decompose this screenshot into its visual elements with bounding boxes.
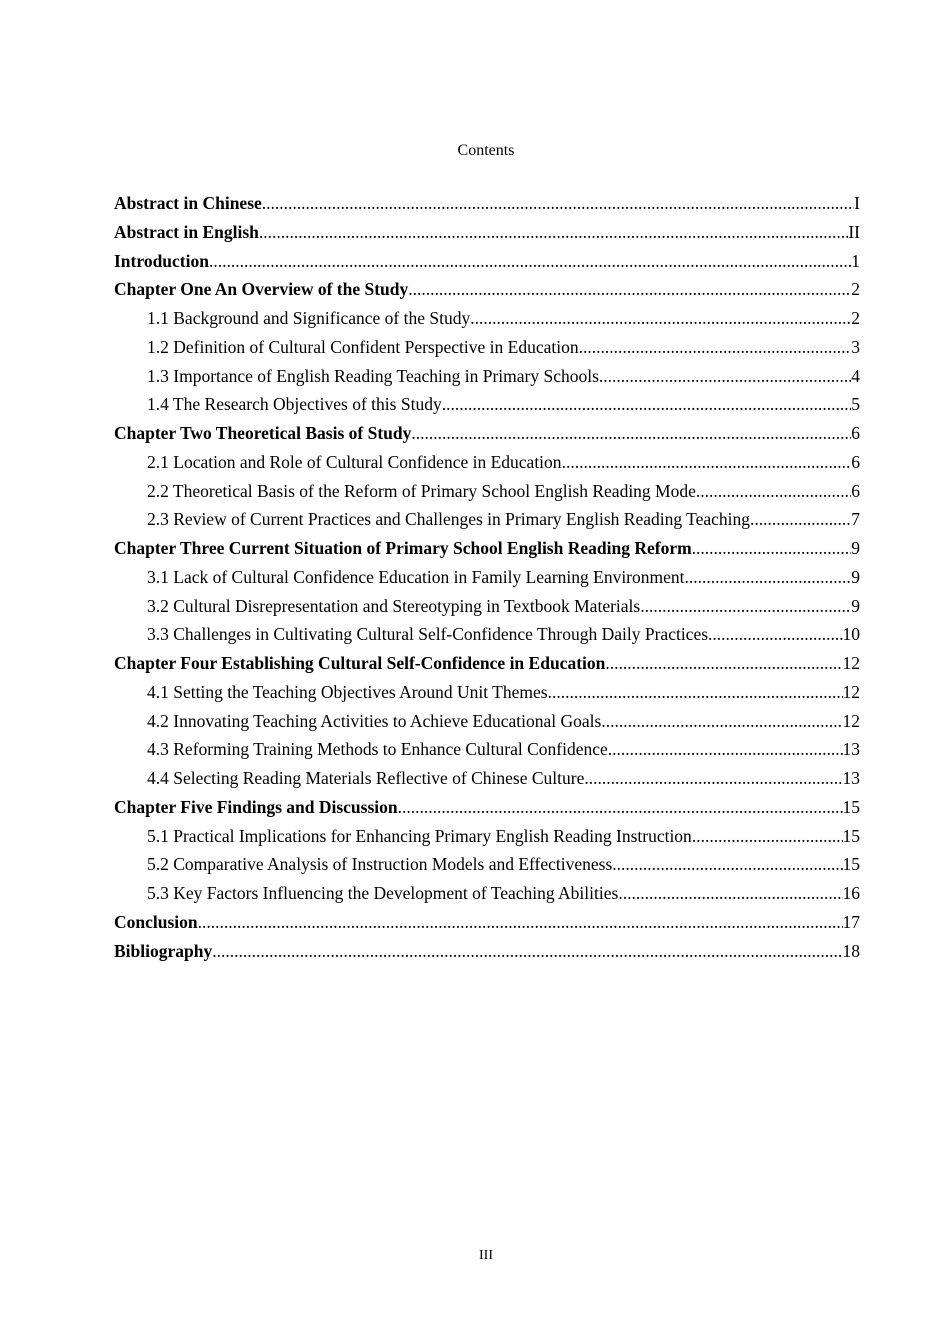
toc-dot-leader xyxy=(442,390,852,419)
toc-dot-leader xyxy=(692,534,852,563)
toc-entry-title: 5.1 Practical Implications for Enhancing Primary English Reading Instruction xyxy=(147,825,692,846)
toc-entry[interactable] xyxy=(114,189,860,218)
toc-entry-title: 4.2 Innovating Teaching Activities to Achieve Educational Goals xyxy=(147,710,602,731)
toc-dot-leader xyxy=(708,620,842,649)
toc-entry-page: 6 xyxy=(851,423,860,443)
toc-dot-leader xyxy=(262,189,854,218)
toc-entry-title: 4.1 Setting the Teaching Objectives Around Unit Themes xyxy=(147,681,548,702)
toc-entry[interactable] xyxy=(114,563,860,592)
toc-entry-title: Abstract in English xyxy=(114,221,259,242)
toc-dot-leader xyxy=(548,678,843,707)
toc-entry[interactable] xyxy=(114,735,860,764)
toc-entry-title: 2.1 Location and Role of Cultural Confidence in Education xyxy=(147,451,562,472)
toc-entry[interactable] xyxy=(114,505,860,534)
page-title: Contents xyxy=(457,142,515,159)
toc-entry-title: Chapter Four Establishing Cultural Self-Confidence in Education xyxy=(114,653,606,673)
toc-entry-title: 1.2 Definition of Cultural Confident Perspective in Education xyxy=(147,336,579,357)
toc-entry-page: 9 xyxy=(851,566,860,587)
table-of-contents xyxy=(114,189,860,965)
toc-entry-title: 3.1 Lack of Cultural Confidence Education in Family Learning Environment xyxy=(147,566,685,587)
toc-entry-page: 15 xyxy=(842,825,860,846)
toc-entry[interactable] xyxy=(114,850,860,879)
toc-entry-page: 2 xyxy=(851,308,860,328)
toc-entry-title: Chapter Three Current Situation of Primary School English Reading Reform xyxy=(114,538,692,558)
toc-dot-leader xyxy=(259,218,848,247)
toc-entry-page: 16 xyxy=(842,883,860,903)
toc-entry-title: 3.2 Cultural Disrepresentation and Stereotyping in Textbook Materials xyxy=(147,595,641,616)
toc-entry-title: Abstract in Chinese xyxy=(114,193,262,213)
toc-entry-page: 15 xyxy=(842,796,860,817)
toc-dot-leader xyxy=(398,793,843,822)
toc-dot-leader xyxy=(640,592,851,621)
toc-entry[interactable] xyxy=(114,793,860,822)
toc-entry-title: Bibliography xyxy=(114,940,213,961)
toc-entry[interactable] xyxy=(114,304,860,333)
toc-dot-leader xyxy=(605,649,842,678)
toc-dot-leader xyxy=(692,822,843,851)
toc-entry-page: I xyxy=(854,193,860,213)
toc-dot-leader xyxy=(584,764,842,793)
toc-entry-title: Chapter One An Overview of the Study xyxy=(114,279,409,300)
toc-dot-leader xyxy=(601,707,842,736)
toc-entry[interactable] xyxy=(114,908,860,937)
toc-dot-leader xyxy=(608,735,843,764)
toc-dot-leader xyxy=(696,477,851,506)
toc-dot-leader xyxy=(750,505,851,534)
toc-entry-page: 12 xyxy=(842,653,860,673)
toc-entry-title: Conclusion xyxy=(114,911,198,932)
toc-entry-title: 3.3 Challenges in Cultivating Cultural Self-Confidence Through Daily Practices xyxy=(147,624,709,645)
toc-entry-page: 17 xyxy=(842,911,860,932)
toc-entry-page: 5 xyxy=(851,394,860,415)
toc-dot-leader xyxy=(212,937,842,966)
toc-entry-page: 10 xyxy=(842,624,860,645)
toc-entry[interactable] xyxy=(114,275,860,304)
toc-entry-title: Chapter Two Theoretical Basis of Study xyxy=(114,423,412,443)
toc-entry-page: 7 xyxy=(851,509,860,530)
toc-entry[interactable] xyxy=(114,678,860,707)
toc-entry-title: 5.3 Key Factors Influencing the Development of Teaching Abilities xyxy=(147,883,619,903)
toc-dot-leader xyxy=(562,448,852,477)
toc-entry[interactable] xyxy=(114,937,860,966)
toc-entry[interactable] xyxy=(114,448,860,477)
toc-entry-page: 18 xyxy=(842,940,860,961)
toc-entry[interactable] xyxy=(114,333,860,362)
toc-entry-title: 1.1 Background and Significance of the Study xyxy=(147,308,471,328)
toc-entry-page: 12 xyxy=(842,710,860,731)
toc-entry-page: 9 xyxy=(851,538,860,558)
toc-dot-leader xyxy=(685,563,852,592)
toc-entry[interactable] xyxy=(114,477,860,506)
toc-entry-page: 2 xyxy=(851,279,860,300)
toc-entry-title: 5.2 Comparative Analysis of Instruction Models and Effectiveness xyxy=(147,854,613,875)
toc-dot-leader xyxy=(599,362,851,391)
toc-entry[interactable] xyxy=(114,362,860,391)
toc-entry[interactable] xyxy=(114,879,860,908)
toc-dot-leader xyxy=(618,879,842,908)
toc-entry-page: 9 xyxy=(851,595,860,616)
toc-entry-page: 13 xyxy=(842,739,860,760)
toc-entry[interactable] xyxy=(114,649,860,678)
toc-dot-leader xyxy=(411,419,851,448)
toc-entry-page: 3 xyxy=(851,336,860,357)
toc-entry[interactable] xyxy=(114,247,860,276)
toc-entry[interactable] xyxy=(114,419,860,448)
toc-entry-page: 4 xyxy=(851,365,860,386)
toc-dot-leader xyxy=(612,850,842,879)
toc-entry-title: 2.2 Theoretical Basis of the Reform of Primary School English Reading Mode xyxy=(147,480,696,501)
toc-entry[interactable] xyxy=(114,620,860,649)
toc-dot-leader xyxy=(408,275,851,304)
toc-entry-page: 13 xyxy=(842,768,860,788)
toc-dot-leader xyxy=(470,304,851,333)
toc-entry[interactable] xyxy=(114,822,860,851)
toc-entry[interactable] xyxy=(114,764,860,793)
toc-entry-page: 15 xyxy=(842,854,860,875)
toc-entry-page: 12 xyxy=(842,681,860,702)
toc-entry-title: 1.3 Importance of English Reading Teaching in Primary Schools xyxy=(147,365,599,386)
toc-entry-title: Introduction xyxy=(114,250,209,271)
toc-entry[interactable] xyxy=(114,534,860,563)
toc-entry[interactable] xyxy=(114,707,860,736)
toc-entry[interactable] xyxy=(114,592,860,621)
toc-entry-page: 1 xyxy=(851,250,860,271)
toc-dot-leader xyxy=(579,333,852,362)
toc-entry-title: 1.4 The Research Objectives of this Study xyxy=(147,394,442,415)
toc-dot-leader xyxy=(209,247,851,276)
toc-entry[interactable] xyxy=(114,218,860,247)
toc-entry-title: 4.3 Reforming Training Methods to Enhance Cultural Confidence xyxy=(147,739,608,760)
toc-entry-title: 2.3 Review of Current Practices and Challenges in Primary English Reading Teaching xyxy=(147,509,751,530)
toc-entry-page: II xyxy=(848,221,860,242)
toc-dot-leader xyxy=(198,908,843,937)
toc-entry-page: 6 xyxy=(851,451,860,472)
toc-entry-title: Chapter Five Findings and Discussion xyxy=(114,796,398,817)
toc-entry[interactable] xyxy=(114,390,860,419)
toc-entry-page: 6 xyxy=(851,480,860,501)
footer-page-number: III xyxy=(479,1248,493,1263)
toc-entry-title: 4.4 Selecting Reading Materials Reflective of Chinese Culture xyxy=(147,768,585,788)
